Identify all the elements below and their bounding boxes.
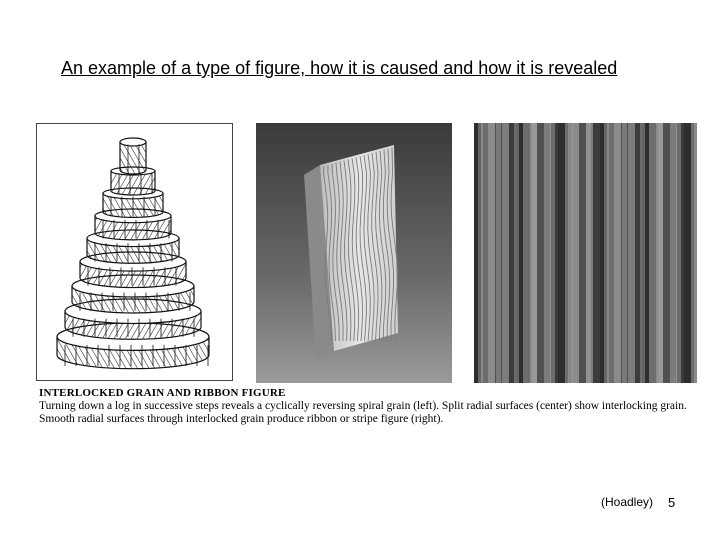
stepped-log-illustration	[36, 123, 233, 381]
figure-caption	[39, 387, 689, 426]
page-number: 5	[668, 495, 676, 510]
source-credit: (Hoadley)	[601, 495, 654, 509]
caption-heading: INTERLOCKED GRAIN AND RIBBON FIGURE	[39, 387, 286, 399]
split-radial-surface-photo	[256, 123, 452, 383]
ribbon-stripe-figure-photo	[474, 123, 697, 383]
caption-text: Turning down a log in successive steps reveals a cyclically reversing spiral grain (left). Split radial surfaces (center) show interlocking grain. Smooth radial surfaces through interlocked grain produce ribbon or stripe figure (right).	[39, 400, 687, 425]
slide-title: An example of a type of figure, how it is caused and how it is revealed	[61, 58, 618, 78]
